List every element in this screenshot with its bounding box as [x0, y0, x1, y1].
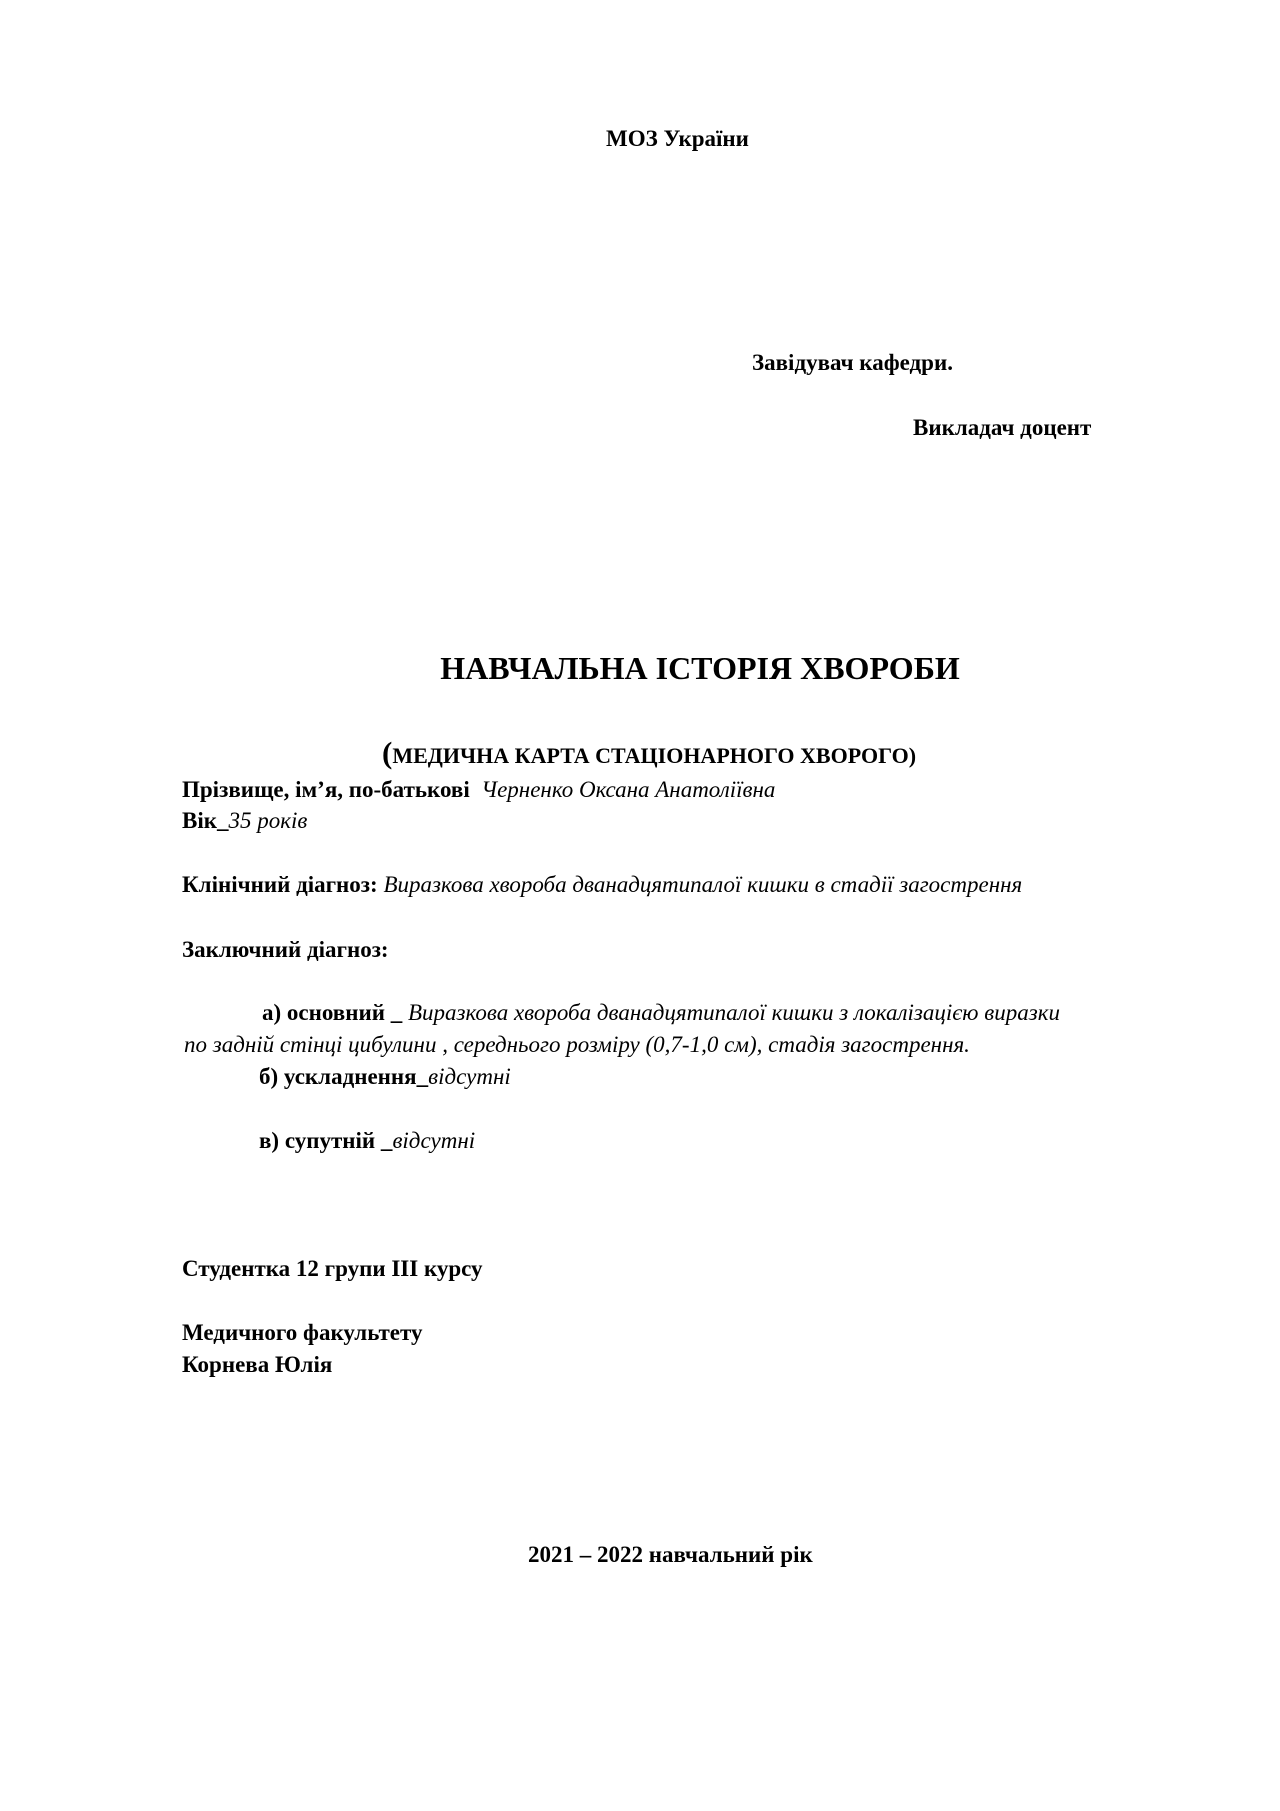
head-of-department-line: Завідувач кафедри.	[752, 350, 953, 375]
main-diagnosis-value-line2: по задній стінці цибулини , середнього розміру (0,7-1,0 см), стадія загострення.	[184, 1032, 970, 1057]
main-diagnosis-value-line1: Виразкова хвороба дванадцятипалої кишки з локалізацією виразки	[407, 1000, 1060, 1025]
page-title: НАВЧАЛЬНА ІСТОРІЯ ХВОРОБИ	[440, 650, 960, 686]
patient-name-value: Черненко Оксана Анатоліївна	[481, 777, 776, 802]
lecturer-line: Викладач доцент	[913, 415, 1092, 440]
main-diagnosis-row	[262, 998, 1060, 1028]
main-diagnosis-label: а) основний _	[262, 1000, 403, 1025]
student-faculty: Медичного факультету	[182, 1320, 423, 1345]
complications-label: б) ускладнення_	[259, 1064, 429, 1089]
subtitle-open-paren: (	[382, 735, 393, 770]
concomitant-row	[259, 1126, 475, 1156]
patient-name-row	[182, 775, 775, 805]
page-subtitle	[382, 736, 916, 773]
patient-name-label: Прізвище, ім’я, по-батькові	[182, 777, 470, 802]
patient-age-label: Вік_	[182, 808, 229, 833]
clinical-diagnosis-row	[182, 870, 1022, 900]
complications-value: відсутні	[428, 1064, 511, 1089]
clinical-diagnosis-value: Виразкова хвороба дванадцятипалої кишки в стадії загострення	[383, 872, 1023, 897]
subtitle-close-paren: )	[908, 743, 917, 768]
student-group-course: Студентка 12 групи ІІІ курсу	[182, 1256, 483, 1281]
patient-age-row	[182, 806, 307, 836]
final-diagnosis-label: Заключний діагноз:	[182, 937, 389, 962]
student-name: Корнева Юлія	[182, 1352, 333, 1377]
concomitant-value: відсутні	[392, 1128, 476, 1153]
ministry-header: МОЗ України	[606, 126, 749, 151]
clinical-diagnosis-label: Клінічний діагноз:	[182, 872, 378, 897]
academic-year: 2021 – 2022 навчальний рік	[528, 1542, 813, 1567]
subtitle-text: МЕДИЧНА КАРТА СТАЦІОНАРНОГО ХВОРОГО	[392, 743, 909, 768]
concomitant-label: в) супутній _	[259, 1128, 393, 1153]
complications-row	[259, 1062, 511, 1092]
patient-age-value: 35 років	[228, 808, 308, 833]
